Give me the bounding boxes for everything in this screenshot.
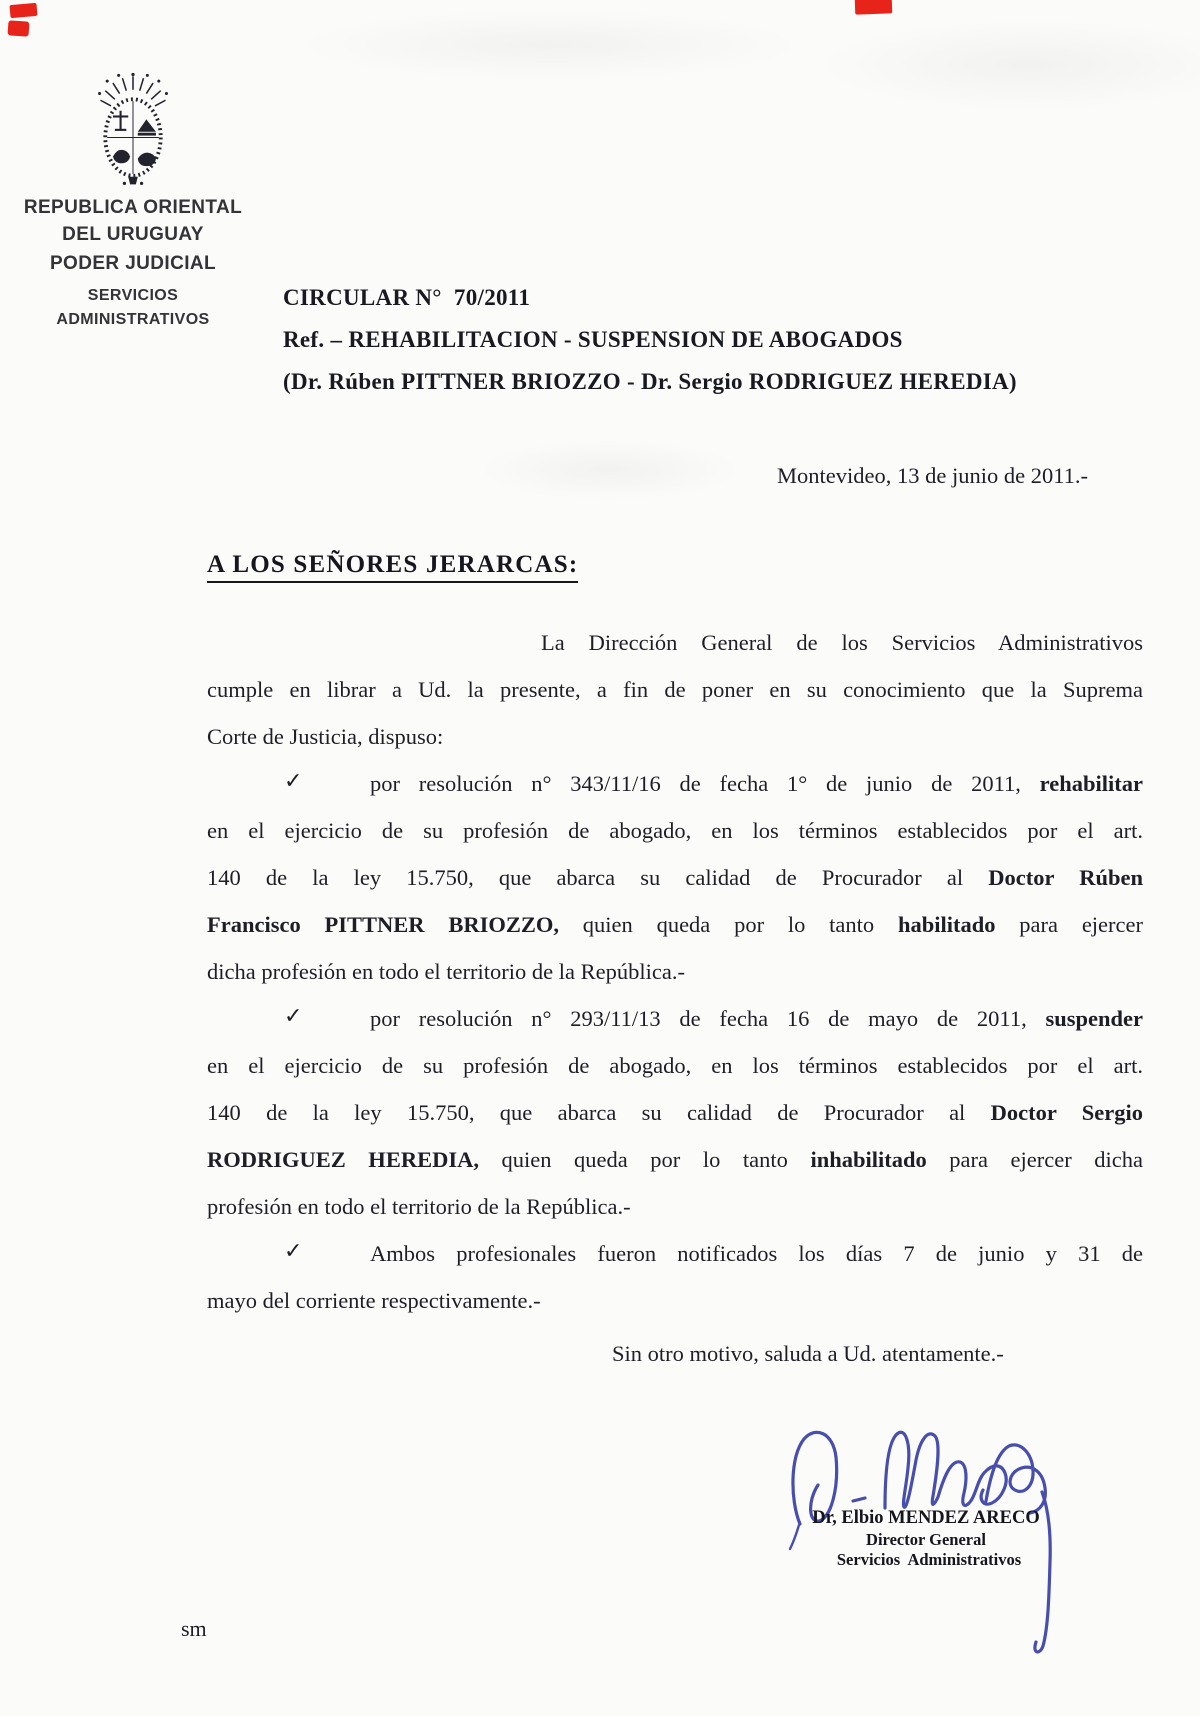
typist-initials: sm [181, 1616, 207, 1641]
body-line [207, 1051, 1143, 1081]
scan-smudge [820, 20, 1200, 110]
body-line [207, 1192, 1143, 1222]
body-text: quien queda por lo tanto [559, 912, 898, 937]
body-text: por resolución n° 293/11/13 de fecha 16 de mayo de 2011, [370, 1006, 1046, 1031]
circular-number: CIRCULAR N° 70/2011 [283, 285, 531, 310]
parties-line: (Dr. Rúben PITTNER BRIOZZO - Dr. Sergio RODRIGUEZ HEREDIA) [283, 369, 1017, 394]
body-text: por resolución n° 343/11/16 de fecha 1° de junio de 2011, [370, 771, 1040, 796]
body-line [370, 769, 1143, 799]
letterhead-line: ADMINISTRATIVOS [56, 311, 210, 328]
body-text: Corte de Justicia, dispuso: [207, 724, 444, 749]
body-text: para ejercer dicha [926, 1147, 1144, 1172]
body-text-bold: suspender [1045, 1006, 1143, 1031]
letterhead-line: REPUBLICA ORIENTAL [23, 197, 243, 218]
body-text: quien queda por lo tanto [478, 1147, 811, 1172]
body-line [207, 910, 1143, 940]
body-text-bold: Doctor Rúben [988, 865, 1143, 890]
closing-line: Sin otro motivo, saluda a Ud. atentamente.- [612, 1341, 1004, 1366]
body-text: cumple en librar a Ud. la presente, a fin de poner en su conocimiento que la Suprema [207, 677, 1143, 702]
body-text-bold: habilitado [897, 912, 996, 937]
body-text-bold: Doctor Sergio [990, 1100, 1144, 1125]
body-text: La Dirección General de los Servicios Administrativos [541, 630, 1143, 655]
body-text: dicha profesión en todo el territorio de la República.- [207, 959, 685, 984]
body-line [207, 863, 1143, 893]
scan-smudge [300, 10, 800, 80]
subject-line: Ref. – REHABILITACION - SUSPENSION DE ABOGADOS [283, 327, 903, 352]
body-text-bold: inhabilitado [810, 1147, 927, 1172]
letterhead-line: SERVICIOS [87, 287, 179, 304]
body-line [541, 628, 1143, 658]
body-text-bold: rehabilitar [1039, 771, 1143, 796]
letterhead-line: DEL URUGUAY [62, 224, 204, 245]
check-bullet: ✓ [284, 1239, 303, 1264]
body-text: en el ejercicio de su profesión de abogado, en los términos establecidos por el art. [207, 1053, 1143, 1078]
body-line [207, 1098, 1143, 1128]
body-line [370, 1239, 1143, 1269]
check-bullet: ✓ [284, 769, 303, 794]
body-line [207, 722, 1143, 752]
red-scan-mark [8, 20, 30, 36]
body-line [207, 957, 1143, 987]
letterhead-line: PODER JUDICIAL [49, 253, 217, 274]
body-text: 140 de la ley 15.750, que abarca su calidad de Procurador al [207, 865, 989, 890]
body-text: para ejercer [995, 912, 1144, 937]
signer-department: Servicios Administrativos [836, 1550, 1022, 1569]
body-text-bold: Francisco PITTNER BRIOZZO, [207, 912, 559, 937]
body-text: mayo del corriente respectivamente.- [207, 1288, 541, 1313]
red-scan-mark [9, 3, 37, 18]
body-text: 140 de la ley 15.750, que abarca su calidad de Procurador al [207, 1100, 991, 1125]
body-line [207, 675, 1143, 705]
salutation: A LOS SEÑORES JERARCAS: [207, 551, 578, 583]
body-text: en el ejercicio de su profesión de abogado, en los términos establecidos por el art. [207, 818, 1143, 843]
red-scan-mark [855, 0, 893, 15]
body-line [207, 1145, 1143, 1175]
body-line [370, 1004, 1143, 1034]
body-line [207, 816, 1143, 846]
body-text: Ambos profesionales fueron notificados los días 7 de junio y 31 de [370, 1241, 1143, 1266]
uruguay-coat-of-arms-icon [90, 64, 176, 190]
body-text-bold: RODRIGUEZ HEREDIA, [207, 1147, 479, 1172]
dateline: Montevideo, 13 de junio de 2011.- [777, 463, 1088, 488]
signer-name: Dr, Elbio MENDEZ ARECO [812, 1508, 1040, 1528]
body-line [207, 1286, 1143, 1316]
scan-smudge [480, 440, 740, 500]
body-text: profesión en todo el territorio de la República.- [207, 1194, 631, 1219]
check-bullet: ✓ [284, 1004, 303, 1029]
signer-title: Director General [866, 1530, 986, 1549]
